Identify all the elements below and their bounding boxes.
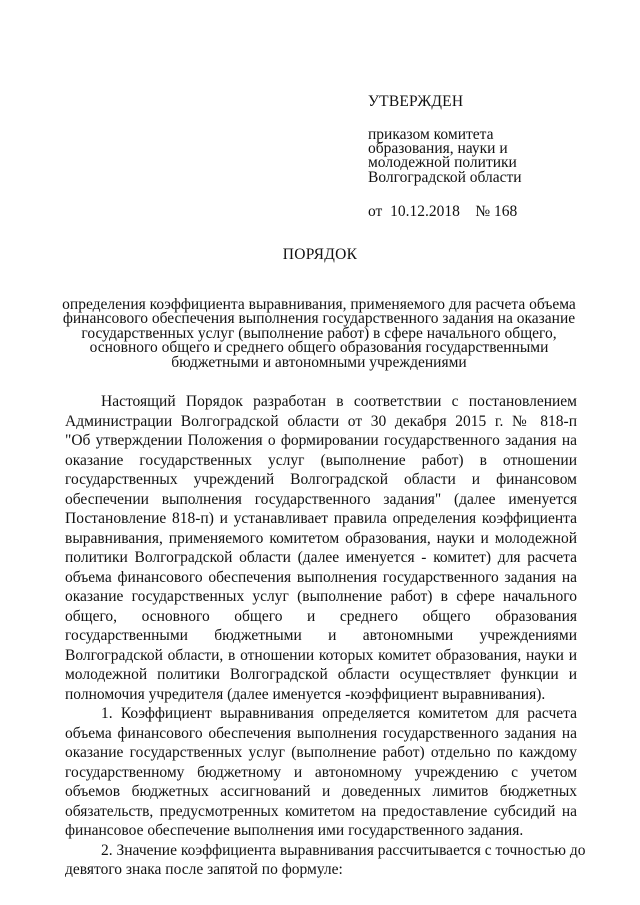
body-line: объема финансового обеспечения выполнения государственного задания на xyxy=(65,724,577,742)
body-line: политики Волгоградской области (далее именуется - комитет) для расчета xyxy=(65,549,577,566)
approval-line: Волгоградской области xyxy=(368,168,522,186)
body-line: девятого знака после запятой по формуле: xyxy=(65,861,343,878)
approval-title: УТВЕРЖДЕН xyxy=(368,93,464,110)
body-line: оказание государственных услуг (выполнение работ) отдельно по каждому xyxy=(65,744,577,761)
body-line: Настоящий Порядок разработан в соответствии с постановлением xyxy=(101,393,577,410)
body-line: финансовое обеспечение выполнения ими государственного задания. xyxy=(65,822,524,839)
approval-line: приказом комитета xyxy=(368,126,494,143)
subtitle-line: финансового обеспечения выполнения государственного задания на оказание xyxy=(62,310,576,328)
body-line: Администрации Волгоградской области от 30 декабря 2015 г. № 818-п xyxy=(65,412,577,430)
body-line: обязательств, предусмотренных комитетом на предоставление субсидий на xyxy=(65,802,577,820)
body-line: 1. Коэффициент выравнивания определяется комитетом для расчета xyxy=(101,705,577,722)
approval-block xyxy=(368,92,598,220)
body-line: выравнивания, применяемого комитетом образования, науки и молодежной xyxy=(65,529,577,547)
body-line: Постановление 818-п) и устанавливает правила определения коэффициента xyxy=(65,510,577,527)
approval-date-number: от 10.12.2018 № 168 xyxy=(368,202,518,220)
subtitle-line: определения коэффициента выравнивания, применяемого для расчета объема xyxy=(62,296,576,313)
body-line: объема финансового обеспечения выполнения государственного задания на xyxy=(65,568,577,586)
body-line: общего, основного общего и среднего общего образования xyxy=(65,607,577,625)
body-line: оказание государственных услуг (выполнение работ) в отношении xyxy=(65,451,577,469)
body-line: обеспечении выполнения государственного задания" (далее именуется xyxy=(65,490,577,508)
body-line: молодежной политики Волгоградской области осуществляет функции и xyxy=(65,666,577,683)
body-line: оказание государственных услуг (выполнение работ) в сфере начального xyxy=(65,588,577,605)
body-line: Волгоградской области, в отношении которых комитет образования, науки и xyxy=(65,646,577,664)
body-line: государственных учреждений Волгоградской области и финансовом xyxy=(65,471,577,488)
approval-line: молодежной политики xyxy=(368,154,517,172)
document-subtitle xyxy=(62,298,576,370)
body-line: объемов бюджетных ассигнований и доведенных лимитов бюджетных xyxy=(65,783,577,800)
subtitle-line: бюджетными и автономными учреждениями xyxy=(171,353,467,371)
subtitle-line: основного общего и среднего общего образования государственными xyxy=(89,339,549,357)
body-line: государственными бюджетными и автономными учреждениями xyxy=(65,627,577,644)
document-title: ПОРЯДОК xyxy=(282,246,358,263)
body-line: "Об утверждении Положения о формировании государственного задания на xyxy=(65,432,577,449)
subtitle-line: государственных услуг (выполнение работ) в сфере начального общего, xyxy=(81,324,557,342)
body-line: государственному бюджетному и автономному учреждению с учетом xyxy=(65,763,577,781)
body-line: полномочия учредителя (далее именуется -коэффициент выравнивания). xyxy=(65,685,546,703)
approval-line: образования, науки и xyxy=(368,140,508,158)
body-line: 2. Значение коэффициента выравнивания рассчитывается с точностью до xyxy=(101,841,586,859)
document-body xyxy=(65,392,586,880)
